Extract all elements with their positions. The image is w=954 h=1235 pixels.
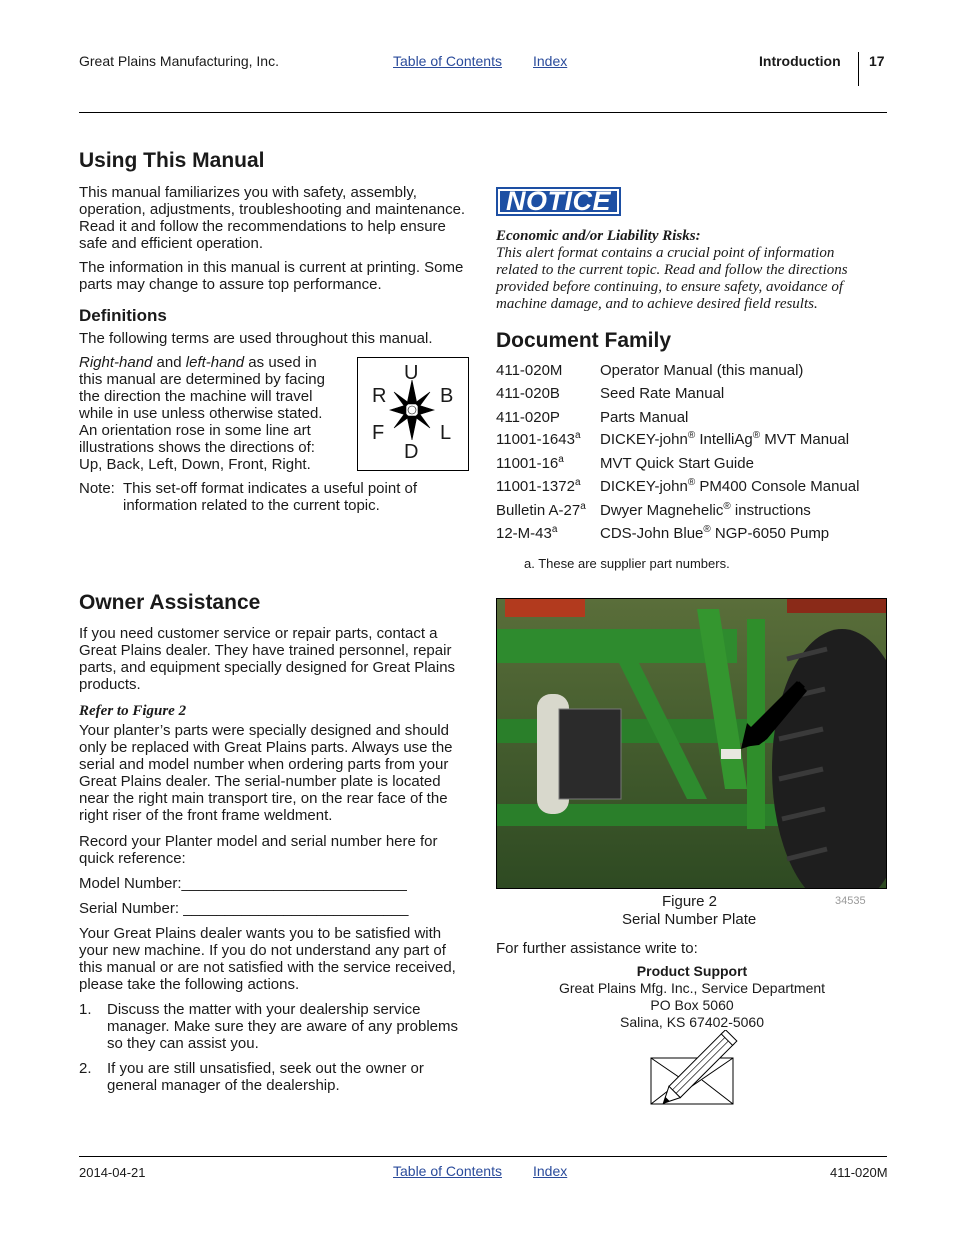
header-rule <box>79 112 887 113</box>
rose-right-label: R <box>372 385 387 407</box>
header-index-link[interactable]: Index <box>533 53 568 69</box>
document-description: Operator Manual (this manual) <box>600 362 804 379</box>
serial-number-field: Serial Number: ___________________________ <box>79 900 409 917</box>
document-row <box>496 502 896 524</box>
figure-number: 34535 <box>835 895 866 907</box>
document-row <box>496 525 896 547</box>
figure-caption: Serial Number Plate <box>622 911 757 928</box>
owner-assistance-title: Owner Assistance <box>79 591 261 614</box>
document-part-number: 11001-16$^a$ <box>496 454 564 472</box>
document-row <box>496 385 896 407</box>
figure-label: Figure 2 <box>662 893 718 910</box>
contact-line1: Great Plains Mfg. Inc., Service Department <box>558 980 826 996</box>
document-part-number: 411-020P <box>496 409 560 426</box>
serial-plate-photo <box>496 598 887 889</box>
document-description: Dwyer Magnehelic® instructions <box>600 501 811 519</box>
document-description: DICKEY-john® IntelliAg® MVT Manual <box>600 430 850 448</box>
using-manual-para2: The information in this manual is current at printing. Some parts may change to assure top performance. <box>79 259 464 293</box>
owner-para4: Your Great Plains dealer wants you to be satisfied with your new machine. If you do not understand any part of this manual or are not satisfied with the service received, please take the following actions. <box>79 925 456 993</box>
note-text: This set-off format indicates a useful point of information related to the current topic. <box>123 480 418 514</box>
footer-toc-link[interactable]: Table of Contents <box>393 1163 502 1179</box>
document-row <box>496 431 896 453</box>
notice-badge: NOTICE <box>498 189 619 214</box>
document-row <box>496 478 896 500</box>
using-manual-title: Using This Manual <box>79 149 265 172</box>
header-toc-link[interactable]: Table of Contents <box>393 53 502 69</box>
orientation-rose <box>357 357 469 471</box>
right-hand-term: Right-hand <box>79 354 153 371</box>
owner-para2: Your planter’s parts were specially designed and should only be replaced with Great Plains parts. Always use the serial and model number when ordering parts from your Great Plains dealer. The serial-number plate is located near the right main transport tire, on the rear face of the right riser of the front frame weldment. <box>79 722 453 824</box>
owner-para1: If you need customer service or repair parts, contact a Great Plains dealer. They have trained personnel, repair parts, and equipment specially designed for Great Plains products. <box>79 625 456 693</box>
refer-to-figure: Refer to Figure 2 <box>79 703 187 719</box>
rose-up-label: U <box>404 362 419 384</box>
document-part-number: 411-020B <box>496 385 560 402</box>
owner-para3: Record your Planter model and serial number here for quick reference: <box>79 833 438 867</box>
rose-left-label: L <box>440 422 452 444</box>
document-description: DICKEY-john® PM400 Console Manual <box>600 477 860 495</box>
contact-line3: Salina, KS 67402-5060 <box>620 1014 764 1030</box>
notice-body: This alert format contains a crucial point of information related to the current topic. Read and follow the directions provided before continuing, to ensure safety, avoidance of machine damage, and to achieve desired field results. <box>496 245 848 312</box>
page-number: 17 <box>869 53 885 69</box>
footnote-marker: a <box>574 430 581 441</box>
document-part-number: 12-M-43$^a$ <box>496 524 558 542</box>
document-part-number: 11001-1643$^a$ <box>496 430 581 448</box>
contact-address <box>496 963 888 1031</box>
document-part-number: Bulletin A-27$^a$ <box>496 501 586 519</box>
contact-department: Product Support <box>636 963 748 979</box>
header-divider <box>858 52 859 86</box>
document-description: Parts Manual <box>600 409 689 426</box>
envelope-pencil-icon <box>648 1030 740 1118</box>
step-2-text: If you are still unsatisfied, seek out the owner or general manager of the dealership. <box>107 1060 424 1094</box>
document-description: MVT Quick Start Guide <box>600 455 754 472</box>
footer-doc-number: 411-020M <box>830 1165 888 1180</box>
document-row <box>496 362 896 384</box>
document-row <box>496 455 896 477</box>
document-family-title: Document Family <box>496 329 672 352</box>
footer-date: 2014-04-21 <box>79 1165 146 1180</box>
header-company: Great Plains Manufacturing, Inc. <box>79 53 279 69</box>
step-1-number: 1. <box>79 1001 92 1018</box>
footer-rule <box>79 1156 887 1157</box>
step-2-number: 2. <box>79 1060 92 1077</box>
rose-down-label: D <box>404 441 419 463</box>
using-manual-para1: This manual familiarizes you with safety, assembly, operation, adjustments, troubleshooting and maintenance. Read it and follow the recommendations to help ensure safe and efficient operation. <box>79 184 466 252</box>
document-family-footnote: a. These are supplier part numbers. <box>524 556 730 571</box>
left-hand-term: left-hand <box>185 354 245 371</box>
footnote-marker: a <box>551 524 558 535</box>
definitions-intro: The following terms are used throughout this manual. <box>79 330 433 347</box>
footnote-marker: a <box>580 501 586 512</box>
contact-intro: For further assistance write to: <box>496 940 698 957</box>
definitions-rose-text: Right-hand and left-hand as used in this manual are determined by facing the direction the machine will travel while in use unless otherwise stated. An orientation rose in some line art illustrations shows the directions of: Up, Back, Left, Down, Front, Right. <box>79 354 325 473</box>
step-1-text: Discuss the matter with your dealership service manager. Make sure they are aware of any problems so they can assist you. <box>107 1001 459 1052</box>
document-part-number: 11001-1372$^a$ <box>496 477 581 495</box>
rose-front-label: F <box>372 422 385 444</box>
planter-photo-illustration <box>497 599 886 888</box>
model-number-field: Model Number:___________________________ <box>79 875 407 892</box>
document-part-number: 411-020M <box>496 362 563 379</box>
footer-index-link[interactable]: Index <box>533 1163 568 1179</box>
header-section: Introduction <box>759 53 841 69</box>
contact-line2: PO Box 5060 <box>650 997 734 1013</box>
footnote-marker: a <box>558 454 564 465</box>
rose-back-label: B <box>440 385 454 407</box>
document-row <box>496 409 896 431</box>
notice-heading: Economic and/or Liability Risks: <box>496 228 701 244</box>
footnote-marker: a <box>574 477 581 488</box>
document-description: CDS-John Blue® NGP-6050 Pump <box>600 524 830 542</box>
definitions-title: Definitions <box>79 306 167 325</box>
note-label: Note: <box>79 480 115 497</box>
document-description: Seed Rate Manual <box>600 385 725 402</box>
